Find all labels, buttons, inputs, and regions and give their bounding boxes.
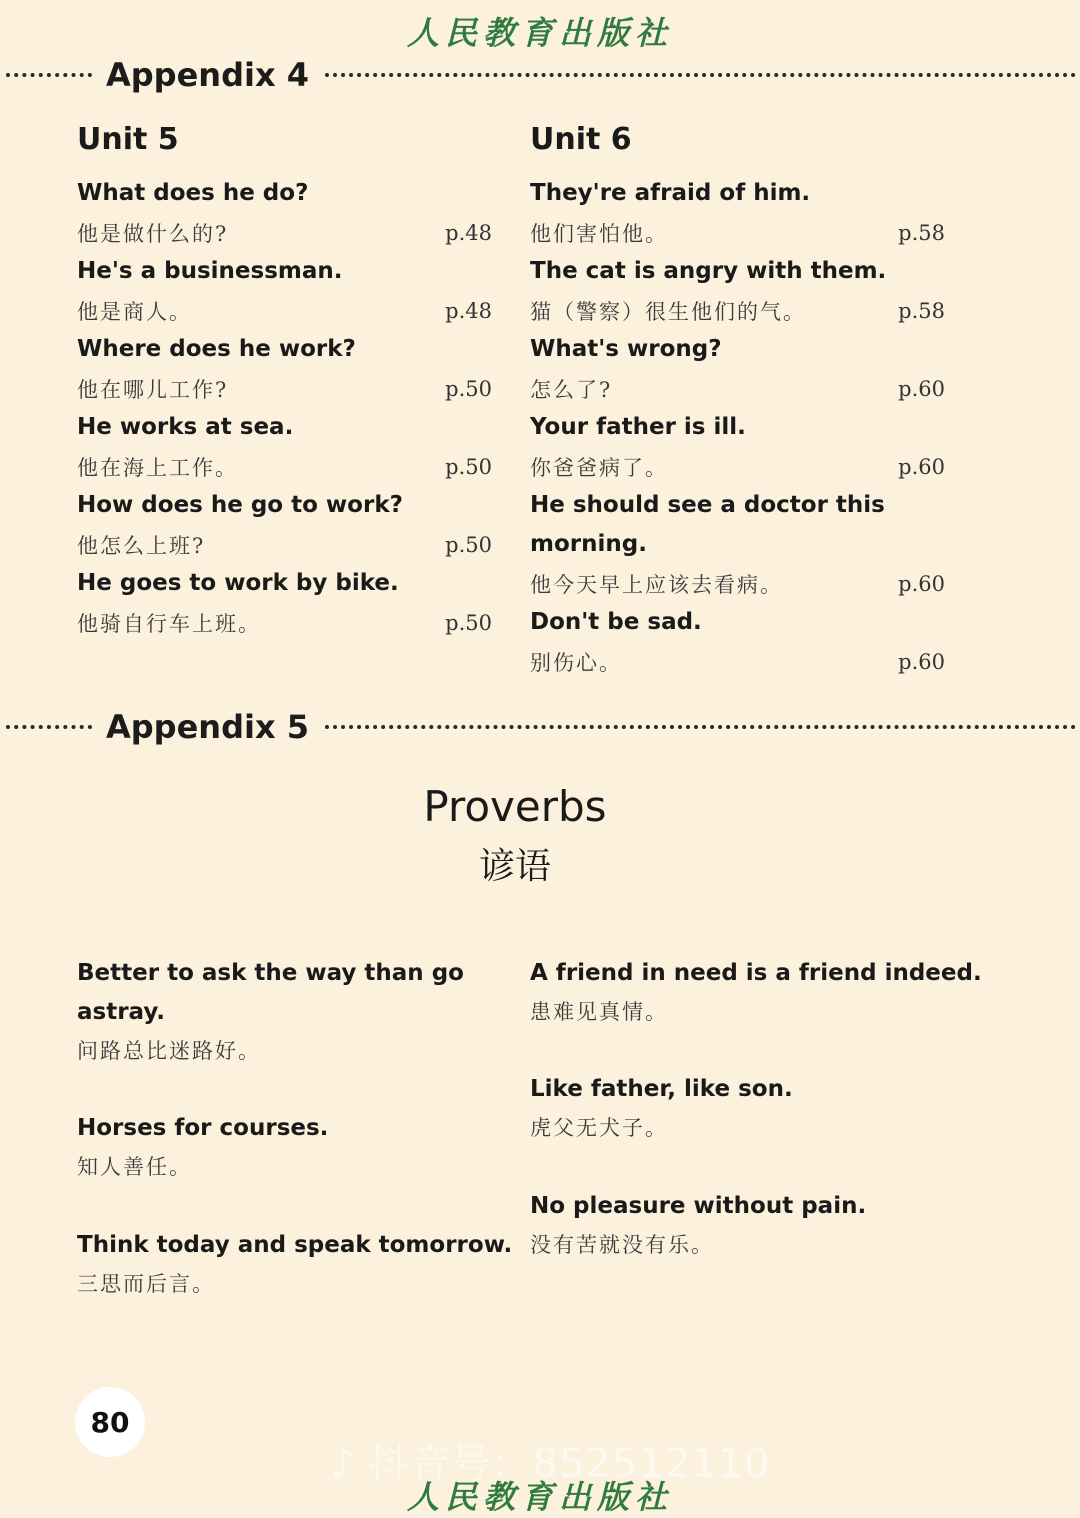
phrase-item — [530, 330, 945, 408]
phrase-chinese: 他是做什么的? — [77, 221, 229, 246]
page-ref: p.60 — [898, 571, 945, 596]
dotted-trail — [325, 725, 1076, 729]
phrase-chinese: 你爸爸病了。 — [530, 455, 668, 480]
proverb-english: Think today and speak tomorrow. — [77, 1232, 513, 1258]
page-ref: p.50 — [445, 610, 492, 635]
proverb-english: Horses for courses. — [77, 1115, 329, 1141]
phrase-chinese: 猫（警察）很生他们的气。 — [530, 299, 806, 324]
dotted-leader — [6, 725, 92, 729]
page-ref: p.60 — [898, 649, 945, 674]
proverbs-subtitle: 谚语 — [478, 846, 551, 887]
phrase-item — [77, 330, 492, 408]
phrase-item — [530, 486, 945, 603]
proverb-english: A friend in need is a friend indeed. — [530, 960, 982, 986]
phrase-item — [530, 174, 945, 252]
phrase-english: He works at sea. — [77, 414, 294, 440]
phrase-chinese: 他骑自行车上班。 — [77, 611, 261, 636]
unit-5-title: Unit 5 — [77, 122, 179, 157]
page-ref: p.50 — [445, 454, 492, 479]
proverb-item — [530, 1187, 1010, 1265]
phrase-english: Don't be sad. — [530, 609, 702, 635]
phrase-item — [530, 603, 945, 681]
proverb-chinese: 三思而后言。 — [77, 1272, 215, 1296]
proverb-english: No pleasure without pain. — [530, 1193, 867, 1219]
proverb-english: Better to ask the way than go — [77, 960, 464, 986]
page-ref: p.48 — [445, 298, 492, 323]
proverbs-title: Proverbs — [423, 782, 607, 831]
phrase-english: He's a businessman. — [77, 258, 343, 284]
phrase-english: He should see a doctor this — [530, 492, 885, 518]
page-number: 80 — [75, 1387, 145, 1457]
appendix-4-header — [0, 55, 1080, 95]
unit-5-column — [77, 116, 492, 642]
phrase-english: How does he go to work? — [77, 492, 403, 518]
phrase-english-continued: morning. — [530, 531, 647, 557]
phrase-chinese: 他是商人。 — [77, 299, 192, 324]
appendix-5-title: Appendix 5 — [106, 708, 309, 746]
phrase-english: Your father is ill. — [530, 414, 746, 440]
publisher-logo-bottom: 人民教育出版社 — [406, 1478, 673, 1516]
phrase-item — [77, 174, 492, 252]
proverb-item — [77, 954, 497, 1071]
phrase-chinese: 怎么了? — [530, 377, 613, 402]
unit-6-title: Unit 6 — [530, 122, 632, 157]
phrase-chinese: 他们害怕他。 — [530, 221, 668, 246]
dotted-leader — [6, 73, 92, 77]
phrase-english: What does he do? — [77, 180, 309, 206]
proverb-chinese: 患难见真情。 — [530, 1000, 668, 1024]
watermark-text: 抖音号：852512110 — [368, 1441, 771, 1487]
proverb-chinese: 虎父无犬子。 — [530, 1116, 668, 1140]
phrase-english: Where does he work? — [77, 336, 356, 362]
proverb-chinese: 没有苦就没有乐。 — [530, 1233, 714, 1257]
phrase-item — [77, 252, 492, 330]
unit-6-column — [530, 116, 945, 681]
publisher-logo-top: 人民教育出版社 — [406, 14, 673, 52]
proverb-item — [530, 1070, 1010, 1148]
proverb-english: Like father, like son. — [530, 1076, 793, 1102]
page-ref: p.50 — [445, 532, 492, 557]
phrase-item — [77, 564, 492, 642]
proverb-chinese: 问路总比迷路好。 — [77, 1039, 261, 1063]
phrase-item — [530, 408, 945, 486]
phrase-item — [530, 252, 945, 330]
proverb-item — [530, 954, 1010, 1032]
page-ref: p.60 — [898, 376, 945, 401]
appendix-4-title: Appendix 4 — [106, 56, 309, 94]
page-ref: p.58 — [898, 220, 945, 245]
page-ref: p.48 — [445, 220, 492, 245]
appendix-5-header — [0, 707, 1080, 747]
phrase-chinese: 他在海上工作。 — [77, 455, 238, 480]
phrase-item — [77, 408, 492, 486]
phrase-english: The cat is angry with them. — [530, 258, 887, 284]
page-ref: p.50 — [445, 376, 492, 401]
proverb-item — [77, 1226, 517, 1304]
phrase-english: They're afraid of him. — [530, 180, 811, 206]
tiktok-icon: ♪ — [330, 1441, 357, 1487]
proverb-chinese: 知人善任。 — [77, 1155, 192, 1179]
proverb-item — [77, 1109, 497, 1187]
proverb-english-continued: astray. — [77, 999, 165, 1025]
phrase-chinese: 他在哪儿工作? — [77, 377, 229, 402]
phrase-chinese: 他今天早上应该去看病。 — [530, 572, 783, 597]
dotted-trail — [325, 73, 1076, 77]
phrase-english: He goes to work by bike. — [77, 570, 399, 596]
phrase-chinese: 别伤心。 — [530, 650, 622, 675]
page-ref: p.58 — [898, 298, 945, 323]
phrase-chinese: 他怎么上班? — [77, 533, 206, 558]
phrase-item — [77, 486, 492, 564]
phrase-english: What's wrong? — [530, 336, 722, 362]
page-ref: p.60 — [898, 454, 945, 479]
